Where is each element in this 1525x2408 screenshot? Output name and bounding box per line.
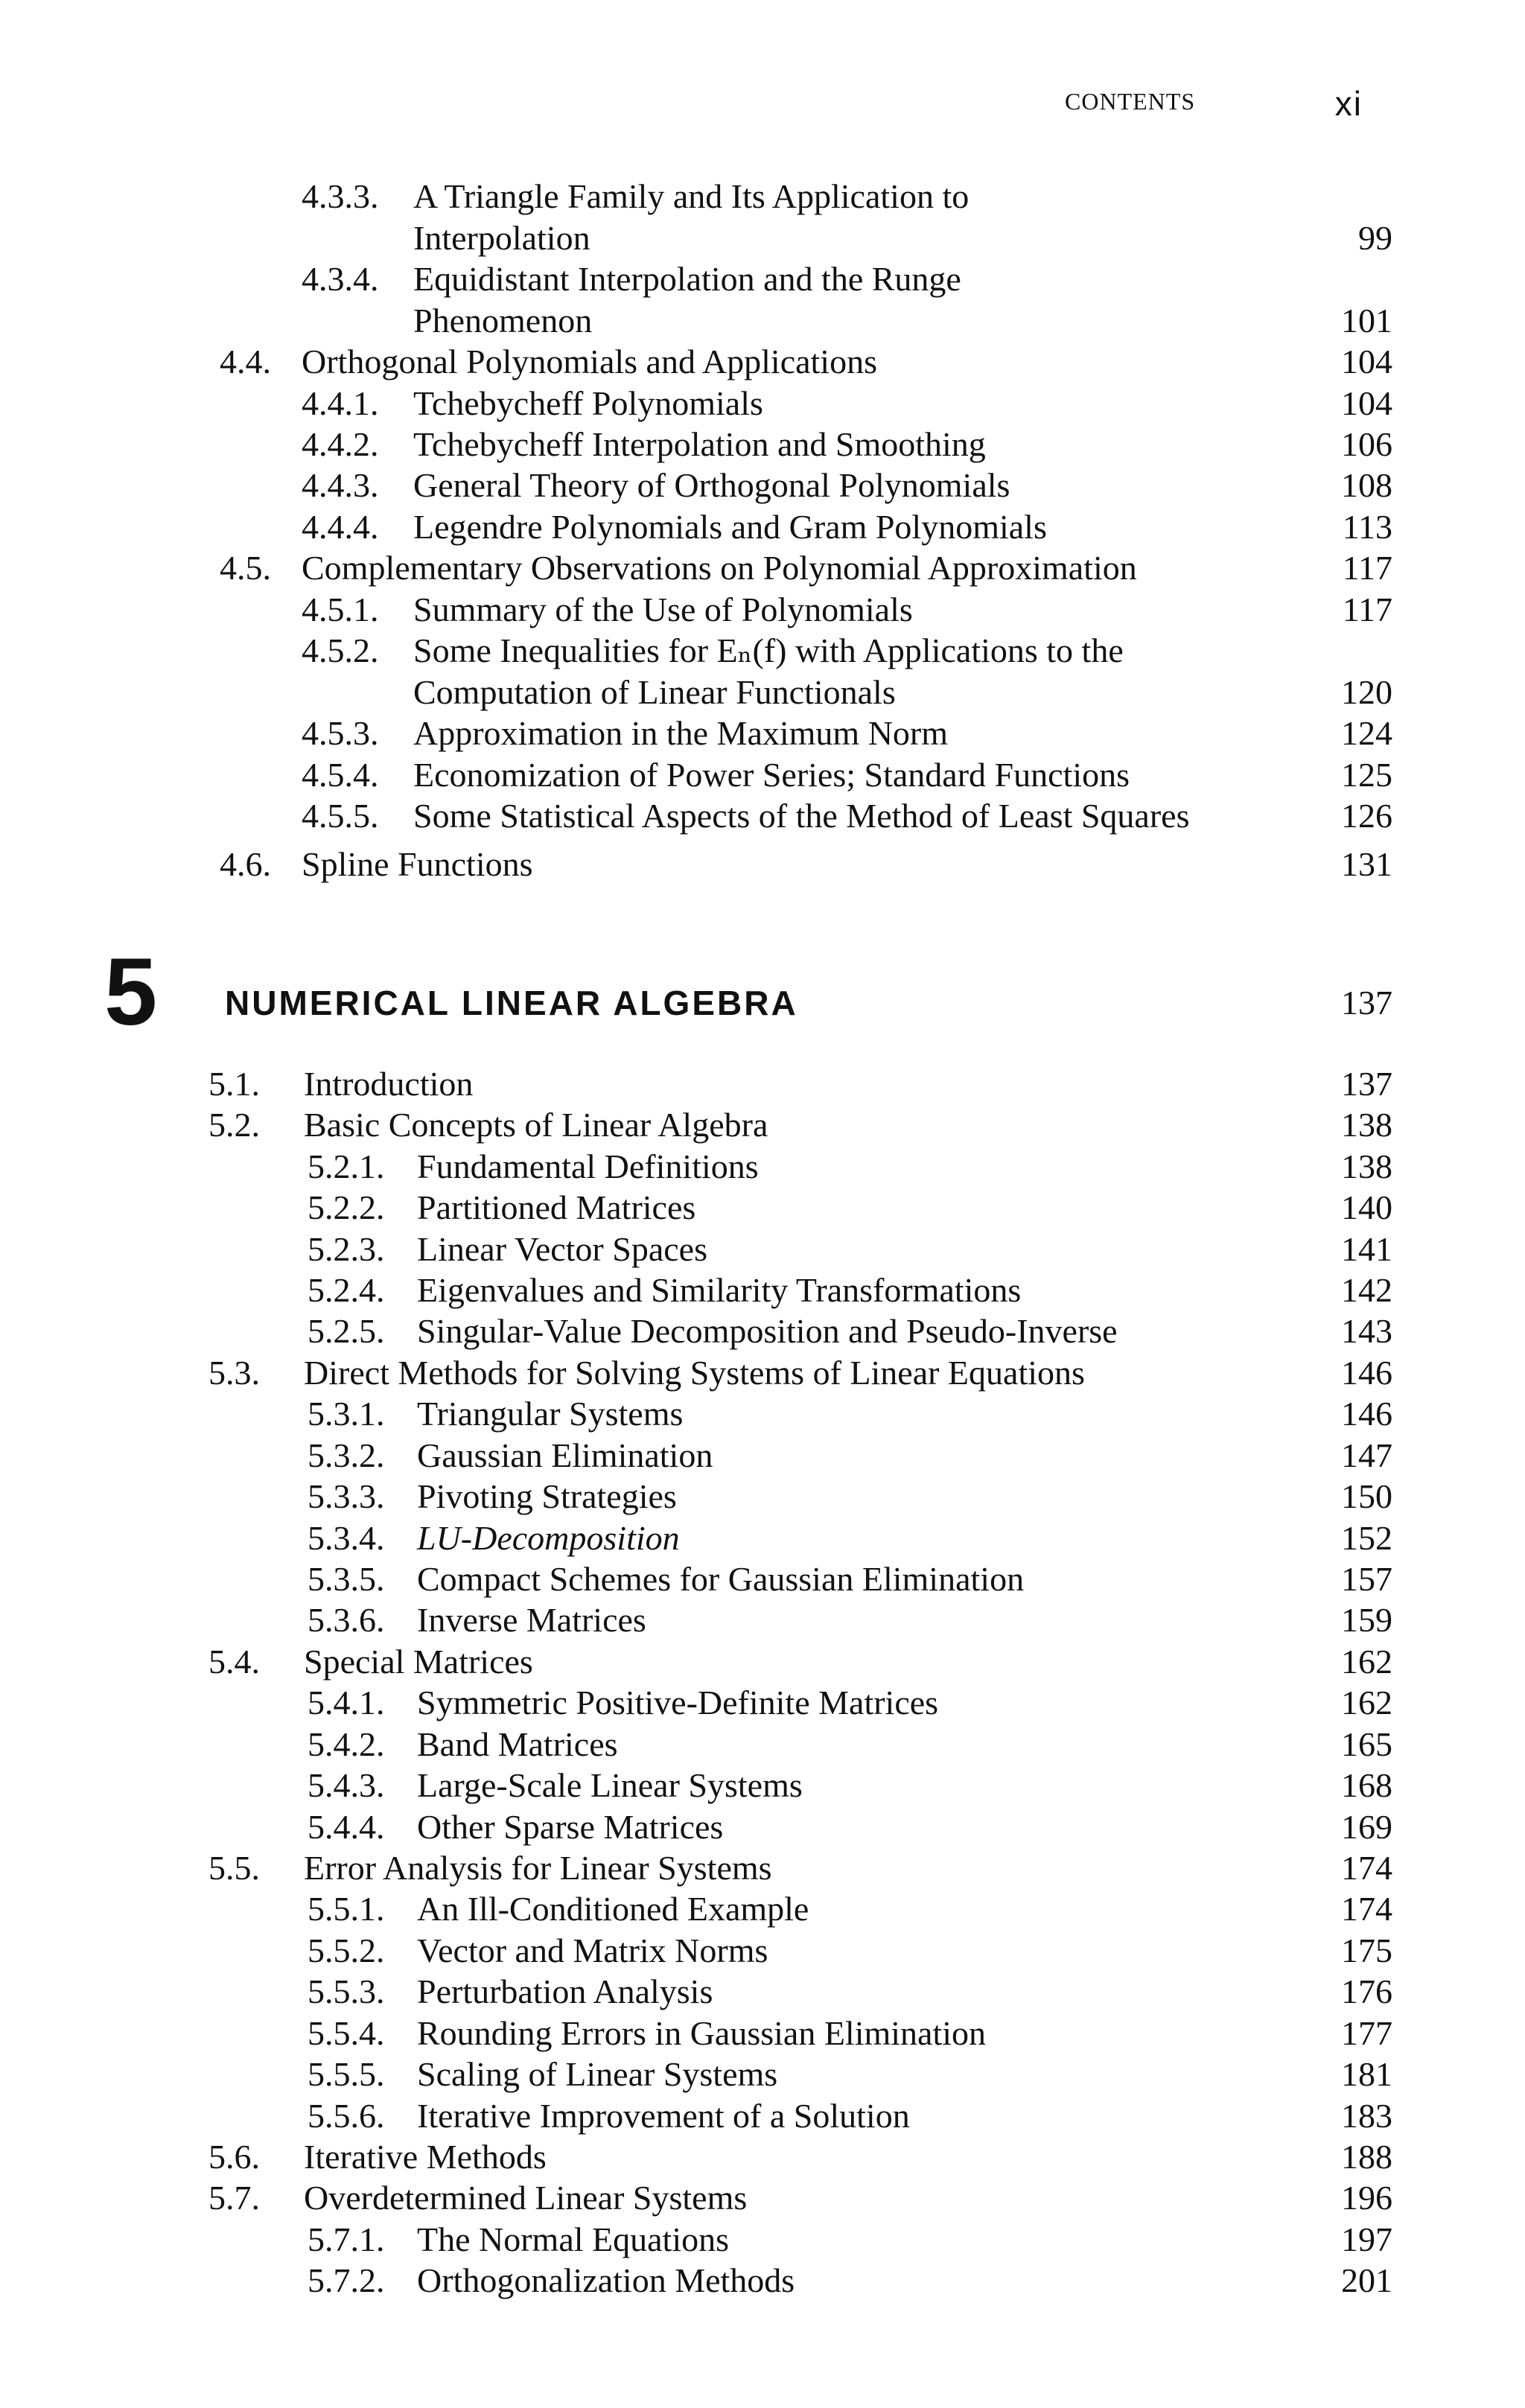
toc-entry[interactable]: [0, 1930, 1525, 1972]
chapter-number: 5: [104, 939, 158, 1045]
toc-entry[interactable]: [0, 383, 1525, 424]
entry-number: 5.3.4.: [308, 1519, 385, 1557]
entry-number: 5.5.5.: [308, 2055, 385, 2093]
chapter-title[interactable]: NUMERICAL LINEAR ALGEBRA: [225, 984, 798, 1022]
entry-page: 120: [1341, 673, 1392, 711]
toc-entry[interactable]: [0, 1682, 1525, 1724]
entry-page: 196: [1341, 2179, 1392, 2217]
toc-entry[interactable]: [0, 2260, 1525, 2302]
toc-entry[interactable]: [0, 1971, 1525, 2013]
entry-title: Special Matrices: [304, 1643, 533, 1681]
entry-page: 146: [1341, 1354, 1392, 1392]
entry-title: Singular-Value Decomposition and Pseudo-Inverse: [417, 1312, 1118, 1350]
entry-page: 104: [1341, 384, 1392, 422]
entry-page: 146: [1341, 1395, 1392, 1433]
entry-page: 138: [1341, 1147, 1392, 1185]
entry-page: 106: [1341, 425, 1392, 463]
toc-entry[interactable]: [0, 547, 1525, 589]
entry-title: Some Inequalities for Eₙ(f) with Applications to the: [413, 631, 1124, 669]
entry-title: Linear Vector Spaces: [417, 1230, 707, 1268]
entry-title: Orthogonalization Methods: [417, 2261, 795, 2299]
entry-number: 4.5.5.: [302, 797, 379, 835]
entry-page: 141: [1341, 1230, 1392, 1268]
entry-title: Some Statistical Aspects of the Method of Least Squares: [413, 797, 1190, 835]
entry-number: 5.2.5.: [308, 1312, 385, 1350]
toc-entry[interactable]: [0, 1765, 1525, 1806]
entry-number: 5.3.: [208, 1354, 260, 1392]
entry-title: [417, 1517, 680, 1559]
entry-number: 4.3.3.: [302, 177, 379, 215]
entry-title: Fundamental Definitions: [417, 1147, 759, 1185]
entry-title: A Triangle Family and Its Application to: [413, 177, 970, 215]
toc-entry[interactable]: [0, 1599, 1525, 1641]
entry-number: 5.7.: [208, 2179, 260, 2217]
entry-page: 181: [1341, 2055, 1392, 2093]
entry-title: Introduction: [304, 1065, 474, 1103]
entry-title: Eigenvalues and Similarity Transformations: [417, 1271, 1022, 1309]
entry-page: 104: [1341, 343, 1392, 380]
toc-entry[interactable]: [0, 2136, 1525, 2178]
entry-title: Summary of the Use of Polynomials: [413, 590, 913, 628]
entry-page: 101: [1341, 302, 1392, 340]
toc-entry[interactable]: [0, 672, 1525, 713]
toc-entry[interactable]: [0, 1847, 1525, 1889]
toc-entry[interactable]: [0, 713, 1525, 754]
entry-number: 5.4.4.: [308, 1808, 385, 1846]
entry-title: Perturbation Analysis: [417, 1972, 713, 2010]
toc-entry[interactable]: [0, 754, 1525, 796]
entry-title: An Ill-Conditioned Example: [417, 1890, 809, 1928]
toc-entry[interactable]: [0, 1435, 1525, 1477]
entry-title: Direct Methods for Solving Systems of Linear Equations: [304, 1354, 1085, 1392]
toc-entry[interactable]: [0, 1104, 1525, 1146]
entry-page: 137: [1341, 1065, 1392, 1103]
entry-page: 138: [1341, 1106, 1392, 1144]
entry-title: Phenomenon: [413, 302, 593, 340]
running-head-title: CONTENTS: [1065, 88, 1196, 115]
toc-entry[interactable]: [0, 630, 1525, 672]
entry-title: Large-Scale Linear Systems: [417, 1766, 803, 1804]
entry-number: 4.4.1.: [302, 384, 379, 422]
entry-title: Triangular Systems: [417, 1395, 684, 1433]
entry-title: Inverse Matrices: [417, 1601, 646, 1639]
toc-entry[interactable]: [0, 1229, 1525, 1270]
entry-page: 131: [1341, 845, 1392, 883]
entry-page: 142: [1341, 1271, 1392, 1309]
entry-page: 113: [1342, 508, 1392, 546]
toc-entry[interactable]: [0, 1146, 1525, 1188]
toc-entry[interactable]: [0, 1393, 1525, 1435]
toc-entry[interactable]: [0, 2219, 1525, 2261]
entry-page: 99: [1358, 219, 1392, 257]
chapter-page: 137: [1341, 984, 1392, 1022]
running-head-page-number: xi: [1334, 84, 1363, 123]
toc-entry[interactable]: [0, 2095, 1525, 2137]
entry-title: Economization of Power Series; Standard Functions: [413, 756, 1130, 794]
entry-page: 168: [1341, 1766, 1392, 1804]
entry-number: 5.3.5.: [308, 1560, 385, 1598]
entry-title: Other Sparse Matrices: [417, 1808, 724, 1846]
toc-entry[interactable]: [0, 2054, 1525, 2095]
entry-title: Error Analysis for Linear Systems: [304, 1849, 772, 1887]
entry-number: 5.5.3.: [308, 1972, 385, 2010]
toc-entry[interactable]: [0, 844, 1525, 885]
entry-number: 5.2.1.: [308, 1147, 385, 1185]
entry-title: Iterative Methods: [304, 2138, 547, 2176]
entry-page: 174: [1341, 1849, 1392, 1887]
entry-title: Vector and Matrix Norms: [417, 1931, 768, 1969]
entry-number: 5.3.6.: [308, 1601, 385, 1639]
entry-page: 125: [1341, 756, 1392, 794]
toc-entry[interactable]: [0, 589, 1525, 631]
entry-number: 4.5.1.: [302, 590, 379, 628]
entry-title: Legendre Polynomials and Gram Polynomials: [413, 508, 1047, 546]
entry-page: 165: [1341, 1725, 1392, 1763]
entry-number: 4.5.2.: [302, 631, 379, 669]
entry-number: 4.6.: [220, 845, 271, 883]
entry-title: Overdetermined Linear Systems: [304, 2179, 748, 2217]
entry-title: Compact Schemes for Gaussian Elimination: [417, 1560, 1025, 1598]
entry-page: 162: [1341, 1643, 1392, 1681]
entry-page: 177: [1341, 2014, 1392, 2052]
entry-title-text: LU-Decomposition: [417, 1519, 680, 1557]
entry-title: Interpolation: [413, 219, 590, 257]
entry-number: 4.4.2.: [302, 425, 379, 463]
entry-number: 5.2.3.: [308, 1230, 385, 1268]
entry-title: Tchebycheff Polynomials: [413, 384, 763, 422]
entry-page: 124: [1341, 714, 1392, 752]
entry-number: 5.6.: [208, 2138, 260, 2176]
entry-number: 5.2.: [208, 1106, 260, 1144]
entry-number: 5.4.3.: [308, 1766, 385, 1804]
toc-entry[interactable]: [0, 258, 1525, 300]
entry-number: 5.5.1.: [308, 1890, 385, 1928]
entry-page: 174: [1341, 1890, 1392, 1928]
entry-page: 176: [1341, 1972, 1392, 2010]
entry-page: 147: [1341, 1436, 1392, 1474]
entry-number: 5.4.1.: [308, 1684, 385, 1721]
entry-page: 175: [1341, 1931, 1392, 1969]
toc-entry[interactable]: [0, 795, 1525, 837]
entry-title: Gaussian Elimination: [417, 1436, 713, 1474]
entry-page: 162: [1341, 1684, 1392, 1721]
toc-entry[interactable]: [0, 2013, 1525, 2054]
entry-page: 143: [1341, 1312, 1392, 1350]
entry-page: 157: [1341, 1560, 1392, 1598]
entry-title: Computation of Linear Functionals: [413, 673, 896, 711]
toc-entry[interactable]: [0, 1352, 1525, 1394]
toc-entry[interactable]: [0, 300, 1525, 342]
toc-entry[interactable]: [0, 1310, 1525, 1352]
entry-number: 5.2.2.: [308, 1188, 385, 1226]
toc-entry[interactable]: [0, 1187, 1525, 1229]
entry-number: 5.4.2.: [308, 1725, 385, 1763]
toc-entry[interactable]: [0, 1724, 1525, 1765]
entry-page: 183: [1341, 2097, 1392, 2135]
entry-page: 169: [1341, 1808, 1392, 1846]
toc-entry[interactable]: [0, 1888, 1525, 1930]
entry-number: 5.1.: [208, 1065, 260, 1103]
toc-entry[interactable]: [0, 424, 1525, 465]
entry-number: 5.3.2.: [308, 1436, 385, 1474]
entry-title: Band Matrices: [417, 1725, 618, 1763]
toc-entry[interactable]: [0, 1476, 1525, 1517]
entry-number: 5.7.2.: [308, 2261, 385, 2299]
entry-number: 5.2.4.: [308, 1271, 385, 1309]
entry-number: 4.5.3.: [302, 714, 379, 752]
entry-number: 5.4.: [208, 1643, 260, 1681]
entry-number: 5.5.2.: [308, 1931, 385, 1969]
toc-entry[interactable]: [0, 1063, 1525, 1105]
entry-title: Basic Concepts of Linear Algebra: [304, 1106, 768, 1144]
entry-page: 126: [1341, 797, 1392, 835]
toc-entry[interactable]: [0, 1270, 1525, 1311]
entry-page: 201: [1341, 2261, 1392, 2299]
toc-entry[interactable]: [0, 2177, 1525, 2219]
entry-page: 197: [1341, 2220, 1392, 2258]
entry-number: 4.4.: [220, 343, 271, 380]
entry-page: 117: [1342, 549, 1392, 587]
entry-number: 4.4.4.: [302, 508, 379, 546]
entry-number: 5.5.: [208, 1849, 260, 1887]
entry-number: 5.7.1.: [308, 2220, 385, 2258]
entry-page: 188: [1341, 2138, 1392, 2176]
entry-title: Partitioned Matrices: [417, 1188, 696, 1226]
entry-title: The Normal Equations: [417, 2220, 730, 2258]
toc-entry[interactable]: [0, 1517, 1525, 1559]
entry-page: 108: [1341, 466, 1392, 504]
toc-entry[interactable]: [0, 1558, 1525, 1600]
entry-title: Iterative Improvement of a Solution: [417, 2097, 910, 2135]
entry-title: Rounding Errors in Gaussian Elimination: [417, 2014, 987, 2052]
entry-number: 4.3.4.: [302, 260, 379, 298]
entry-title: Pivoting Strategies: [417, 1477, 677, 1515]
entry-number: 4.4.3.: [302, 466, 379, 504]
entry-page: 159: [1341, 1601, 1392, 1639]
entry-title: Approximation in the Maximum Norm: [413, 714, 949, 752]
entry-number: 5.3.3.: [308, 1477, 385, 1515]
toc-entry[interactable]: [0, 176, 1525, 217]
toc-entry[interactable]: [0, 465, 1525, 506]
entry-title: Scaling of Linear Systems: [417, 2055, 778, 2093]
entry-page: 117: [1342, 590, 1392, 628]
entry-page: 140: [1341, 1188, 1392, 1226]
entry-title: General Theory of Orthogonal Polynomials: [413, 466, 1010, 504]
entry-number: 5.3.1.: [308, 1395, 385, 1433]
entry-page: 152: [1341, 1519, 1392, 1557]
entry-title: Tchebycheff Interpolation and Smoothing: [413, 425, 986, 463]
entry-number: 5.5.4.: [308, 2014, 385, 2052]
entry-number: 5.5.6.: [308, 2097, 385, 2135]
toc-entry[interactable]: [0, 1806, 1525, 1848]
entry-number: 4.5.4.: [302, 756, 379, 794]
entry-number: 4.5.: [220, 549, 271, 587]
entry-title: Complementary Observations on Polynomial Approximation: [302, 549, 1137, 587]
entry-title: Symmetric Positive-Definite Matrices: [417, 1684, 939, 1721]
toc-entry[interactable]: [0, 1641, 1525, 1683]
entry-page: 150: [1341, 1477, 1392, 1515]
toc-entry[interactable]: [0, 506, 1525, 548]
toc-entry[interactable]: [0, 341, 1525, 383]
entry-title: Spline Functions: [302, 845, 533, 883]
entry-title: Orthogonal Polynomials and Applications: [302, 343, 877, 380]
toc-entry[interactable]: [0, 217, 1525, 259]
entry-title: Equidistant Interpolation and the Runge: [413, 260, 961, 298]
